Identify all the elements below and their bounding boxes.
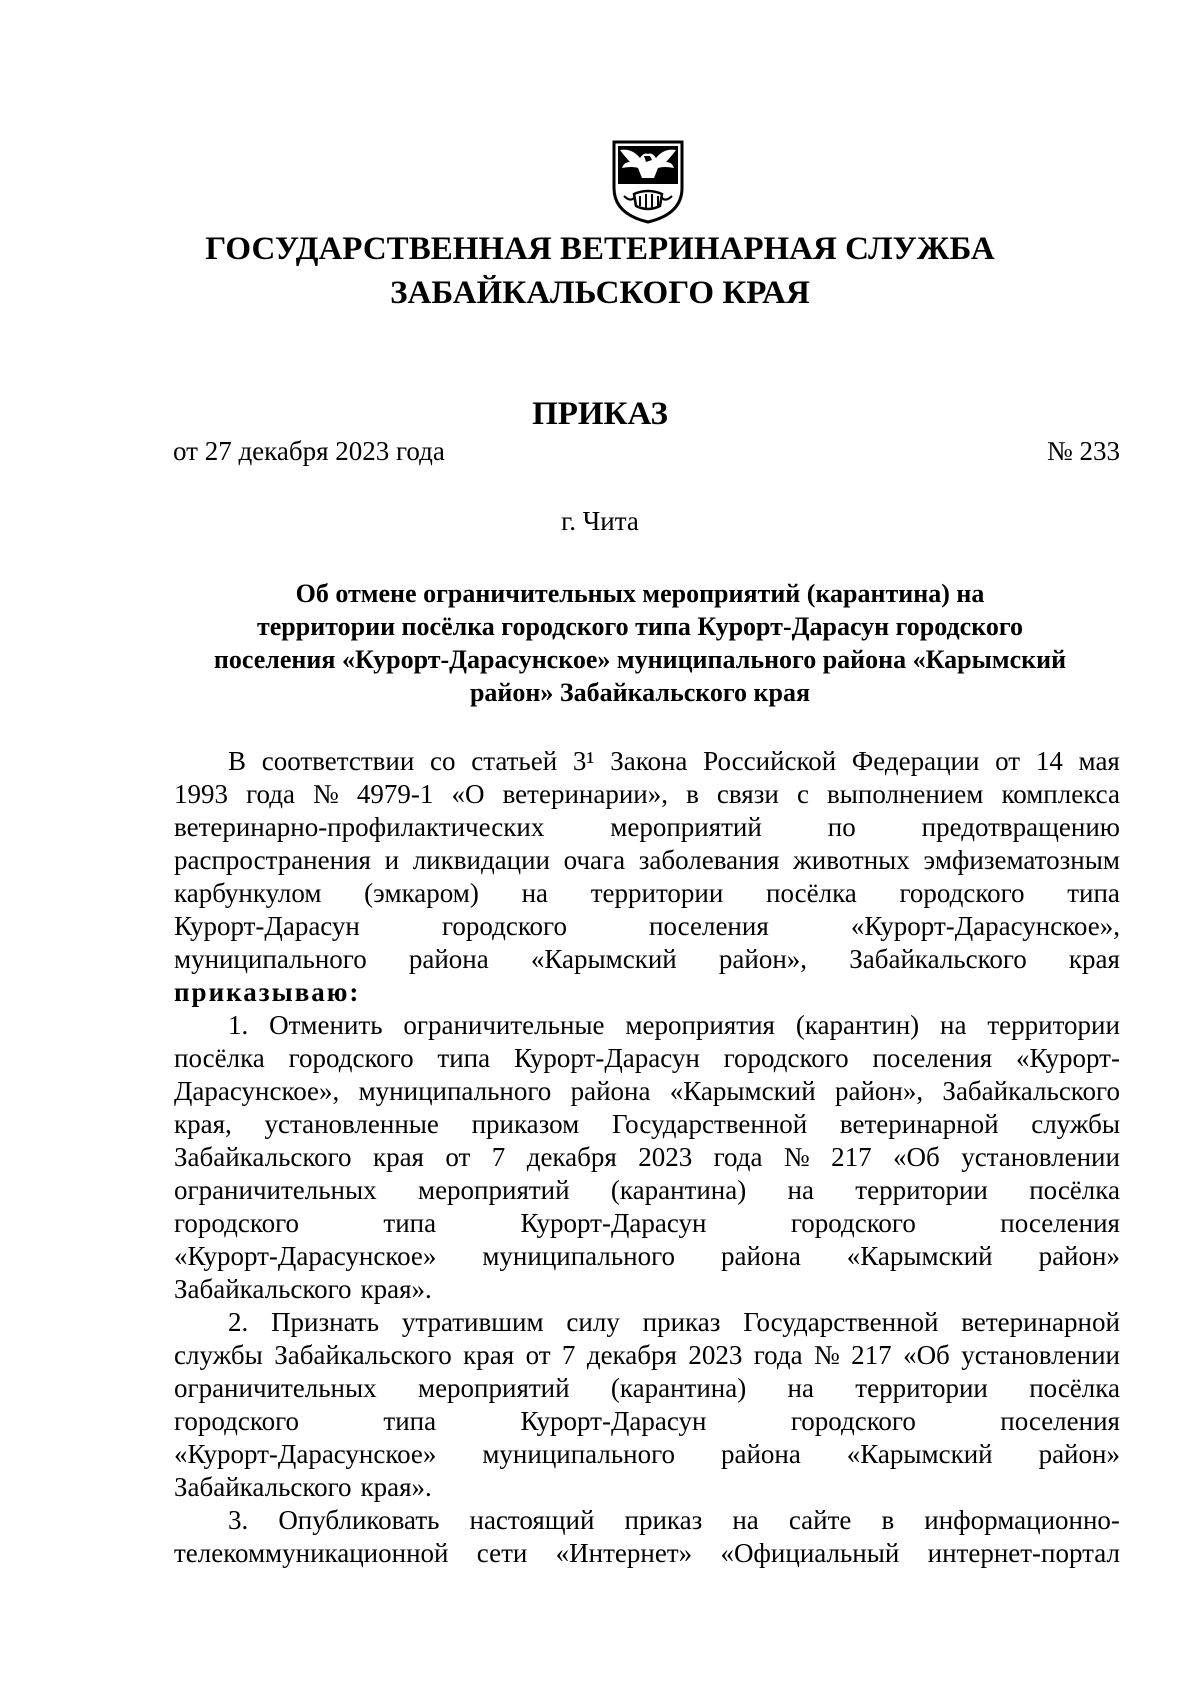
word: (карантина) [610, 1373, 747, 1403]
word: «Курорт-Дарасунское» [174, 1241, 437, 1271]
word: края [372, 1142, 424, 1172]
text-line [174, 1042, 1120, 1075]
word: сайте [788, 1505, 852, 1535]
word: Забайкальского [274, 1340, 452, 1370]
word: 1993 [174, 779, 228, 809]
word: поселения [872, 1043, 993, 1073]
word: службы [1031, 1109, 1120, 1139]
word: силу [566, 1307, 620, 1337]
word: Дарасунское», [174, 1076, 340, 1106]
word: муниципального [482, 1241, 676, 1271]
word: ветеринарной [839, 1109, 999, 1139]
word: ветеринарии», [502, 779, 668, 809]
word: от [525, 1340, 551, 1370]
word: мероприятий [417, 1175, 570, 1205]
document-type: ПРИКАЗ [532, 396, 668, 432]
word: соответствии [261, 746, 415, 776]
word: комплекса [1001, 779, 1120, 809]
word: Закона [610, 746, 688, 776]
item-2-paragraph [174, 1306, 1120, 1504]
word: городского [790, 1208, 916, 1238]
word: на [940, 1010, 967, 1040]
text-line [174, 1504, 1120, 1537]
word: «Об [893, 1142, 940, 1172]
word: предотвращению [921, 812, 1120, 842]
word: приказ [642, 1307, 721, 1337]
word: ветеринарно-профилактических [174, 812, 545, 842]
word: района [570, 1076, 651, 1106]
word: городского [288, 1043, 414, 1073]
word: животных [793, 845, 910, 875]
text-line [174, 877, 1120, 910]
word: № [783, 1142, 810, 1172]
text-line [174, 811, 1120, 844]
preamble-paragraph [174, 745, 1120, 976]
organization-name-line-2: ЗАБАЙКАЛЬСКОГО КРАЯ [390, 275, 810, 311]
text-line [174, 1438, 1120, 1471]
title-line: район» Забайкальского края [469, 678, 811, 707]
title-line: поселения «Курорт-Дарасунское» муниципального района «Карымский [213, 645, 1067, 674]
document-date: от 27 декабря 2023 года [173, 436, 445, 466]
word: 2023 [638, 1142, 693, 1172]
word: статьей [471, 746, 558, 776]
word: ограничительных [174, 1175, 377, 1205]
word: «Курорт-Дарасунское» [174, 1439, 437, 1469]
word: декабря [526, 1142, 617, 1172]
word: 7 [561, 1340, 576, 1370]
word: карбункулом [174, 878, 322, 908]
word: 4979-1 [356, 779, 434, 809]
document-number: № 233 [1046, 436, 1120, 466]
word: № [813, 1340, 840, 1370]
word: 2023 [688, 1340, 743, 1370]
word: типа [437, 1043, 491, 1073]
text-line [174, 1009, 1120, 1042]
text-line [174, 1240, 1120, 1273]
word: территории [855, 1373, 988, 1403]
word: края». [360, 1472, 432, 1502]
word: района [720, 1241, 801, 1271]
word: Забайкальского [174, 1472, 352, 1502]
word: типа [383, 1406, 437, 1436]
word: мероприятия [625, 1010, 775, 1040]
word: со [430, 746, 456, 776]
word: муниципального [174, 944, 367, 974]
word: городского [441, 911, 567, 941]
word: Отменить [269, 1010, 383, 1040]
word: на [787, 1373, 814, 1403]
word: 1. [228, 1010, 249, 1040]
word: «Курорт-Дарасунское», [850, 911, 1120, 941]
word: установлении [961, 1340, 1120, 1370]
word: края». [360, 1274, 432, 1304]
text-line [174, 1405, 1120, 1438]
document-title [160, 577, 1120, 709]
word: территории [590, 878, 724, 908]
text-line [174, 844, 1120, 877]
word: приказом [471, 1109, 580, 1139]
word: Государственной [611, 1109, 808, 1139]
word: Забайкальского [942, 1076, 1120, 1106]
word: «Карымский [530, 944, 677, 974]
word: 3¹ [572, 746, 595, 776]
word: мая [1078, 746, 1120, 776]
word: городского [790, 1406, 916, 1436]
document-city: г. Чита [561, 506, 639, 536]
word: 217 [831, 1142, 872, 1172]
word: 217 [851, 1340, 892, 1370]
word: края [1068, 944, 1120, 974]
word: ветеринарной [961, 1307, 1120, 1337]
word: связи [716, 779, 779, 809]
word: «Курорт- [1016, 1043, 1120, 1073]
word: городского [174, 1406, 299, 1436]
text-line [174, 1306, 1120, 1339]
text-line [174, 745, 1120, 778]
item-3-paragraph [174, 1504, 1120, 1570]
word: Забайкальского [849, 944, 1027, 974]
word: территории [855, 1175, 988, 1205]
word: настоящий [469, 1505, 595, 1535]
word: посёлка [174, 1043, 265, 1073]
text-line [174, 1075, 1120, 1108]
word: края [463, 1340, 515, 1370]
word: с [796, 779, 809, 809]
word: декабря [586, 1340, 677, 1370]
text-line [174, 778, 1120, 811]
word: на [732, 1505, 759, 1535]
word: эмфизематозным [923, 845, 1120, 875]
document-body [174, 745, 1120, 1570]
word: Курорт-Дарасун [520, 1208, 707, 1238]
word: установлении [961, 1142, 1120, 1172]
word: «О [451, 779, 485, 809]
word: службы [174, 1340, 263, 1370]
word: года [753, 1340, 803, 1370]
word: территории [987, 1010, 1120, 1040]
word: Забайкальского [174, 1274, 352, 1304]
item-1-paragraph [174, 1009, 1120, 1306]
word: Российской [703, 746, 837, 776]
word: Опубликовать [278, 1505, 440, 1535]
word: поселения [649, 911, 769, 941]
word: городского [723, 1043, 849, 1073]
word: установленные [264, 1109, 439, 1139]
word: поселения [1000, 1208, 1120, 1238]
word: района [720, 1439, 801, 1469]
organization-name-line-1: ГОСУДАРСТВЕННАЯ ВЕТЕРИНАРНАЯ СЛУЖБА [205, 231, 995, 267]
word: Государственной [743, 1307, 939, 1337]
title-line: Об отмене ограничительных мероприятий (карантина) на [295, 579, 985, 608]
word: район», [718, 944, 808, 974]
word: по [827, 812, 856, 842]
word: 3. [228, 1505, 249, 1535]
word: выполнением [827, 779, 984, 809]
word: посёлка [766, 878, 857, 908]
text-line [174, 1372, 1120, 1405]
text-line [174, 943, 1120, 976]
word: года [246, 779, 295, 809]
word: 2. [228, 1307, 249, 1337]
word: городского [174, 1208, 299, 1238]
word: «Карымский [846, 1439, 993, 1469]
order-line [174, 976, 1120, 1009]
word: сети [476, 1538, 528, 1568]
word: район», [834, 1076, 924, 1106]
text-line [174, 1108, 1120, 1141]
word: утратившим [401, 1307, 544, 1337]
word: телекоммуникационной [174, 1538, 449, 1568]
word: «Интернет» [555, 1538, 693, 1568]
word: Федерации [851, 746, 980, 776]
word: мероприятий [417, 1373, 570, 1403]
word: года [713, 1142, 763, 1172]
word: (карантин) [795, 1010, 920, 1040]
word: городского [899, 878, 1025, 908]
coat-of-arms-icon [610, 138, 686, 224]
word: в [686, 779, 699, 809]
text-line [174, 910, 1120, 943]
word: Забайкальского [174, 1142, 352, 1172]
word: «Карымский [846, 1241, 993, 1271]
word: (эмкаром) [364, 878, 479, 908]
word: ограничительные [403, 1010, 605, 1040]
word: информационно- [924, 1505, 1120, 1535]
word: (карантина) [610, 1175, 747, 1205]
word: района [408, 944, 489, 974]
word: в [881, 1505, 895, 1535]
word: распространения [174, 845, 371, 875]
word: приказ [624, 1505, 703, 1535]
text-line [174, 1141, 1120, 1174]
word: № [313, 779, 339, 809]
word: 14 [1035, 746, 1063, 776]
text-line [174, 1273, 1120, 1306]
word: «Официальный [720, 1538, 900, 1568]
word: очага [563, 845, 626, 875]
word: Курорт-Дарасун [513, 1043, 700, 1073]
word: посёлка [1029, 1373, 1120, 1403]
word: муниципального [482, 1439, 676, 1469]
word: заболевания [638, 845, 780, 875]
word: район» [1038, 1439, 1120, 1469]
word: район» [1038, 1241, 1120, 1271]
word: и [384, 845, 400, 875]
word: ликвидации [412, 845, 551, 875]
text-line [174, 1339, 1120, 1372]
word: ограничительных [174, 1373, 377, 1403]
order-word: приказываю: [174, 977, 361, 1007]
text-line [174, 1537, 1120, 1570]
word: «Карымский [669, 1076, 816, 1106]
word: мероприятий [610, 812, 762, 842]
word: «Об [903, 1340, 950, 1370]
word: поселения [1000, 1406, 1120, 1436]
word: на [787, 1175, 814, 1205]
word: Курорт-Дарасун [174, 911, 360, 941]
word: Признать [271, 1307, 380, 1337]
word: типа [383, 1208, 437, 1238]
word: В [228, 746, 247, 776]
word: края, [174, 1109, 232, 1139]
word: 7 [491, 1142, 506, 1172]
word: типа [1067, 878, 1120, 908]
word: Курорт-Дарасун [520, 1406, 707, 1436]
text-line [174, 1207, 1120, 1240]
word: посёлка [1029, 1175, 1120, 1205]
word: муниципального [358, 1076, 552, 1106]
text-line [174, 1471, 1120, 1504]
word: от [995, 746, 1021, 776]
title-line: территории посёлка городского типа Курорт-Дарасун городского [257, 612, 1023, 641]
word: интернет-портал [927, 1538, 1120, 1568]
word: на [521, 878, 549, 908]
text-line [174, 1174, 1120, 1207]
word: от [445, 1142, 471, 1172]
